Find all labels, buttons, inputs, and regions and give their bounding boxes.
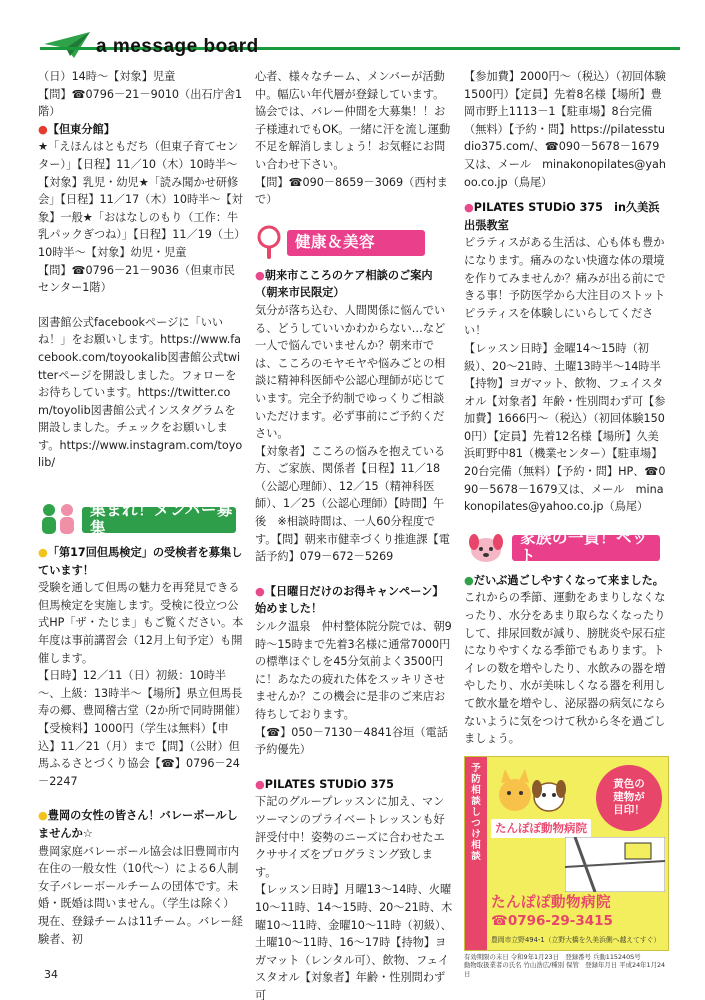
column-1	[38, 68, 244, 948]
ad-callout-badge: 黄色の 建物が 目印！	[596, 765, 662, 831]
bullet-icon: ●	[255, 584, 265, 598]
page-title: a message board	[96, 36, 259, 57]
pilates-heading: ●PILATES STUDiO 375	[255, 777, 394, 791]
section-title-health: 健康＆美容	[287, 230, 425, 256]
social-links-text: 図書館公式facebookページに「いいね！」をお願いします。https://www.facebook.com/toyookalib図書館公式twitterページを開設しました。フォローをお待ちしています。https://twitter.com/toyolib図書館公式インスタグラムを開設しました。チェックをお願いします。https://www.instagram.com/toyolib/	[38, 315, 243, 470]
column-3	[464, 68, 669, 978]
section-header-members	[38, 502, 244, 538]
sunday-heading: ●【日曜日だけのお得キャンペーン】始めました！	[255, 584, 444, 616]
ad-clinic-name-large: たんぽぽ動物病院	[491, 894, 611, 911]
pilates2-heading: ●PILATES STUDiO 375 in久美浜出張教室	[464, 201, 660, 232]
exam-heading: ●「第17回但馬検定」の受検者を募集しています！	[38, 546, 243, 577]
bullet-icon: ●	[38, 809, 48, 823]
volley-body: 豊岡家庭バレーボール協会は旧豊岡市内在住の一般女性（10代～）による6人制女子バレーボールチームの団体です。未婚・既婚は問いません。（学生は除く）現在、登録チームは11チーム。バレー経験者、初	[38, 844, 243, 946]
ad-clinic-name: たんぽぽ動物病院	[491, 819, 591, 839]
branch-heading: ●【但東分館】	[38, 122, 115, 136]
mirror-icon	[255, 225, 283, 261]
people-icon	[38, 502, 80, 538]
bullet-icon: ●	[255, 777, 265, 791]
branch-body: ★「えほんはともだち（但東子育てセンター）」【日程】11／10（木）10時半～【対象】乳児・幼児★「読み聞かせ研修会」【日程】11／17（木）10時半～【対象】一般★「おはなしのもり（工作：牛乳パックぎつね）」【日程】11／19（土）10時半～【対象】幼児・児童 【問】☎0796－21－9036（但東市民センター1階）	[38, 140, 243, 295]
dog-icon	[464, 530, 510, 566]
bullet-icon: ●	[464, 201, 474, 215]
exam-body: 受験を通して但馬の魅力を再発見できる但馬検定を実施します。受検に役立つ公式HP「ザ・たじま」もご覧ください。本年度は事前講習会（12月上旬予定）も開催します。 【日時】12／11（日）初級：10時半～、上級：13時半～【場所】県立但馬長寿の郷、豊岡稽古堂（2か所で同時開催）【受検料】1000円（学生は無料）【申込】11／21（月）まで【問】（公財）但馬ふるさとづくり協会【☎】0796－24－2247	[38, 581, 244, 788]
page-header	[0, 0, 705, 78]
pet-heading: ●だいぶ過ごしやすくなって来ました。	[464, 573, 664, 587]
ad-stripe-text: 予防相談しつけ相談	[471, 762, 481, 862]
clinic-advertisement	[464, 756, 669, 951]
volley-heading: ●豊岡の女性の皆さん！バレーボールしませんか☆	[38, 809, 238, 840]
library-intro: （日）14時～【対象】児童 【問】☎0796－21－9010（出石庁舎1階）	[38, 70, 243, 119]
volley-body-continued: 心者、様々なチーム、メンバーが活動中。幅広い年代層が登録しています。協会では、バレー仲間を大募集！！お子様連れでもOK。一緒に汗を流し運動不足を解消しましょう！お気軽にお問い合わせ下さい。 【問】☎090－8659－3069（西村まで）	[255, 70, 451, 207]
map-illustration	[565, 837, 665, 892]
section-header-health	[255, 225, 453, 261]
page-number: 34	[44, 968, 58, 981]
pilates-body: 下記のグループレッスンに加え、マンツーマンのプライベートレッスンも好評受付中！姿勢のニーズに合わせたエクササイズをプログラミング致します。 【レッスン日時】月曜13～14時、火曜10～11時、14～15時、20～21時、木曜10～11時、金曜10～11時（初級）、土曜10～11時、16～17時【持物】ヨガマット（レンタル可）、飲物、フェイスタオル【対象者】年齢・性別問わず可	[255, 795, 453, 1000]
bullet-icon: ●	[38, 546, 48, 560]
paper-plane-icon	[44, 30, 92, 60]
ad-phone-number: ☎0796-29-3415	[491, 912, 613, 929]
cat-dog-illustration	[493, 765, 573, 815]
section-title-pet: 家族の一員！ペット	[512, 535, 660, 561]
bullet-icon: ●	[38, 122, 48, 136]
sunday-body: シルク温泉 仲村整体院分院では、朝9時～15時まで先着3名様に通常7000円の標準ほぐしを45分気前よく3500円に！あなたの疲れた体をスッキリさせませんか？この機会に是非のご来店お待ちしております。 【☎】050－7130－4841谷垣（電話予約優先）	[255, 620, 452, 757]
pet-body: これからの季節、運動をあまりしなくなったり、水分をあまり取らなくなったりして、排尿回数が減り、膀胱炎や尿石症になりやすくなる季節でもあります。トイレの数を増やしたり、水飲みの器を増やしたり、水が美味しくなる器を利用して飲水量を増やし、泌尿器の病気にならないように気をつけて秋から冬を過ごしましょう。	[464, 591, 666, 746]
care-heading: ●朝来市こころのケア相談のご案内（朝来市民限定）	[255, 268, 433, 300]
bullet-icon: ●	[464, 573, 474, 587]
care-body: 気分が落ち込む、人間関係に悩んでいる、どうしていいかわからない…など一人で悩んでいませんか？朝来市では、こころのモヤモヤや悩みごとの相談に精神科医師や公認心理師が応じています。完全予約制でゆっくりご相談いただけます。必ず事前にご予約ください。 【対象者】こころの悩みを抱えている方、ご家族、関係者【日程】11／18（公認心理師）、12／15（精神科医師）、1／25（公認心理師）【時間】午後 ※相談時間は、一人60分程度です。【問】朝来市健幸づくり推進課【電話予約】079－672－5269	[255, 303, 450, 564]
ad-address: 豊岡市立野494-1（立野大橋を久美浜側へ越えてすぐ）	[491, 935, 661, 944]
section-title-members: 集まれ！メンバー募集	[82, 507, 236, 533]
pilates2-body: ピラティスがある生活は、心も体も豊かになります。痛みのない快適な体の環境を作りてみませんか？痛みが出る前にできる事！予防医学から大注目のストットピラティスを体験しにいらしてください！ 【レッスン日時】金曜14～15時（初級）、20～21時、土曜13時半～14時半【持物】ヨガマット、飲物、フェイスタオル【対象者】年齢・性別問わず可【参加費】1666円～（税込）（初回体験1500円）【定員】先着12名様【場所】久美浜町野中81（機業センター）【駐車場】20台完備（無料）【予約・問】HP、☎090－5678－1679又は、メール minakonopilates@yahoo.co.jp（鳥尾）	[464, 236, 666, 514]
ad-registration-info: 有効期限の末日 令和9年1月23日 登録番号 兵動115240S号 動物取扱業者の氏名 竹山浩広/種別 保管 登録年月日 平成24年1月24日	[464, 952, 666, 978]
bullet-icon: ●	[255, 268, 265, 282]
column-2	[255, 68, 453, 1000]
pilates-body-continued: 【参加費】2000円～（税込）（初回体験1500円）【定員】先着8名様【場所】豊岡市野上1113－1【駐車場】8台完備（無料）【予約・問】https://pilatesstudio375.com/、☎090－5678－1679又は、メール minakonopilates@yahoo.co.jp（鳥尾）	[464, 70, 666, 189]
section-header-pet	[464, 530, 669, 566]
ad-side-stripe	[465, 757, 487, 950]
